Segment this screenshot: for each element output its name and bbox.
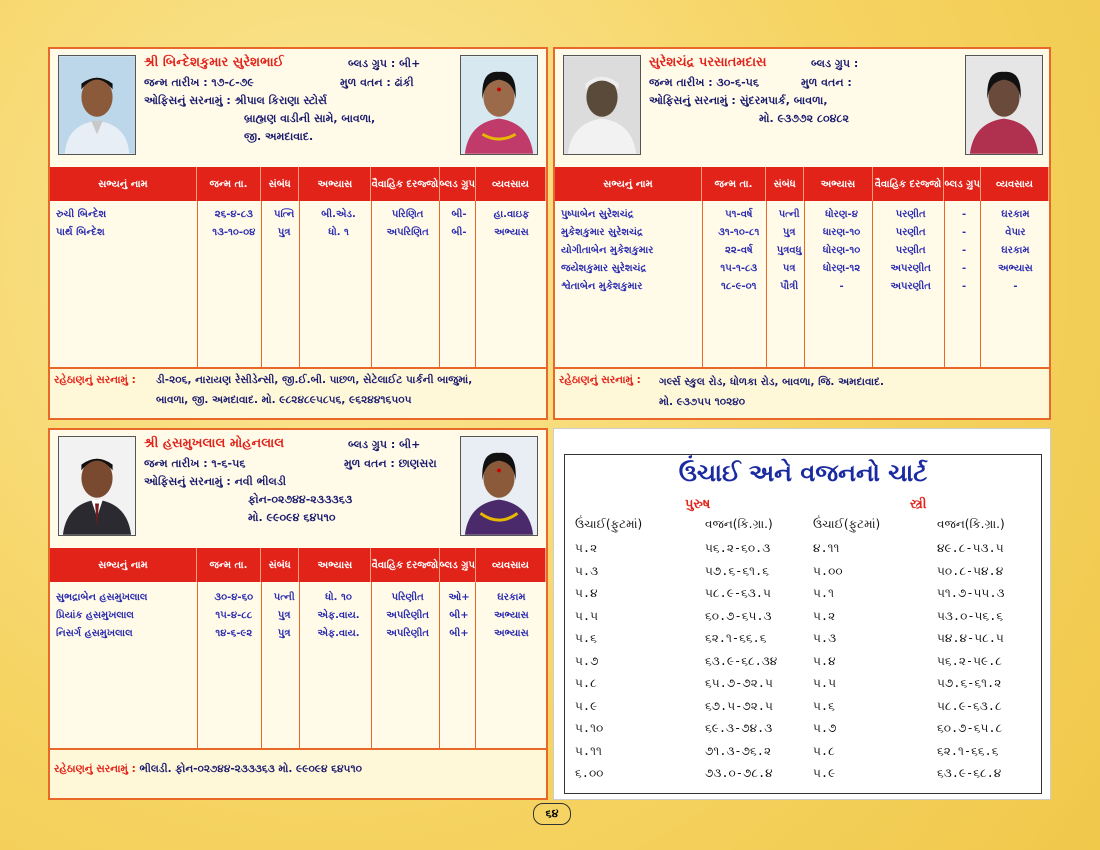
member-photo-female <box>460 436 538 536</box>
cell-blood: - <box>961 280 967 292</box>
female-height-cell: ૫.૨ <box>813 608 836 623</box>
male-weight-header: વજન(કિ.ગ્રા.) <box>705 517 773 531</box>
col-header-relation: સંબંધ <box>261 548 299 582</box>
col-header-marital: વૈવાહિક દરજ્જો <box>873 167 945 201</box>
chart-row <box>575 564 1031 586</box>
cell-marital: પરણીત <box>895 244 926 256</box>
col-header-occupation: વ્યવસાય <box>981 167 1049 201</box>
family-card-2 <box>553 47 1051 420</box>
cell-education: ધારણ-૧૦ <box>822 226 861 238</box>
cell-relation: પુત્ર <box>277 609 291 621</box>
col-header-education: અભ્યાસ <box>299 167 371 201</box>
office-address-line2: મો. ૯૩૭૭૨ ૮૦૪૮૨ <box>759 112 849 125</box>
female-height-cell: ૫.૩ <box>813 631 837 645</box>
female-weight-cell: ૫૮.૯-૬૩.૮ <box>937 698 1002 713</box>
cell-education: એફ.વાય. <box>317 627 360 639</box>
cell-relation: પુત્ર <box>277 627 291 639</box>
female-weight-cell: ૬૦.૭-૬૫.૮ <box>937 721 1003 735</box>
cell-name: શ્વેતાબેન મુકેશકુમાર <box>561 280 643 292</box>
table-row <box>50 624 546 642</box>
cell-occupation: ઘરકામ <box>1001 244 1030 256</box>
cell-education: - <box>839 280 844 292</box>
residence-line1: ડી-૨૦૬, નારાયણ રેસીડેન્સી, જી.ઈ.બી. પાછળ, સેટેલાઈટ પાર્કની બાજુમાં, <box>156 374 473 386</box>
table-row <box>555 277 1049 295</box>
member-photo-female <box>460 55 538 155</box>
col-header-marital: વૈવાહિક દરજ્જો <box>371 167 439 201</box>
male-weight-cell: ૬૨.૧-૬૬.૬ <box>705 631 767 645</box>
female-height-cell: ૪.૧૧ <box>813 541 840 555</box>
cell-blood: બી- <box>451 226 467 238</box>
cell-name: નિસર્ગ હસમુખલાલ <box>56 627 133 639</box>
female-label: સ્ત્રી <box>910 497 927 512</box>
female-height-cell: ૫.૮ <box>813 743 835 758</box>
cell-dob: ૨૬-૪-૮૩ <box>214 208 253 220</box>
male-weight-cell: ૫૬.૨-૬૦.૩ <box>705 541 771 555</box>
member-photo-male <box>58 436 136 536</box>
female-weight-header: વજન(કિ.ગ્રા.) <box>937 517 1005 531</box>
col-header-name: સભ્યનું નામ <box>555 167 702 201</box>
residence-address <box>50 367 546 418</box>
male-weight-cell: ૬૫.૭-૭૨.૫ <box>705 676 773 690</box>
chart-row <box>575 654 1031 676</box>
female-weight-cell: ૬૨.૧-૬૬.૬ <box>937 743 999 758</box>
male-height-cell: ૫.૪ <box>575 586 598 600</box>
male-weight-cell: ૫૭.૬-૬૧.૬ <box>705 563 769 578</box>
col-header-name: સભ્યનું નામ <box>50 167 197 201</box>
table-row <box>555 223 1049 241</box>
head-name: શ્રી બિન્દેશકુમાર સુરેશભાઈ <box>144 55 284 70</box>
col-header-blood: બ્લડ ગ્રુપ <box>944 167 980 201</box>
cell-occupation: ઘરકામ <box>497 591 526 603</box>
card-header <box>555 49 1049 167</box>
birth-date: જન્મ તારીખ : ૧૭-૮-૭૯ <box>144 76 254 89</box>
cell-relation: પત્ર <box>782 262 796 274</box>
col-header-occupation: વ્યવસાય <box>476 167 546 201</box>
table-row <box>555 259 1049 277</box>
female-height-cell: ૫.૬ <box>813 698 835 713</box>
page-number: ૬૪ <box>533 803 571 825</box>
male-height-cell: ૫.૭ <box>575 653 599 668</box>
office-address-line3: જી. અમદાવાદ. <box>244 130 314 143</box>
office-mobile: મો. ૯૯૦૯૪ ૬૪૫૧૦ <box>248 511 336 524</box>
cell-dob: ૫૧-વર્ષ <box>725 208 753 220</box>
blood-group: બ્લડ ગ્રુપ : બી+ <box>348 57 421 70</box>
chart-row <box>575 676 1031 698</box>
col-header-relation: સંબંધ <box>766 167 804 201</box>
cell-name: પુષ્પાબેન સુરેશચંદ્ર <box>561 208 634 220</box>
female-weight-cell: ૪૯.૮-૫૩.૫ <box>937 541 1004 555</box>
male-height-cell: ૫.૩ <box>575 563 599 578</box>
female-height-cell: ૫.૯ <box>813 766 836 780</box>
male-height-cell: ૫.૮ <box>575 676 597 690</box>
member-photo-female <box>965 55 1043 155</box>
office-address-line2: બ્રાહ્મણ વાડીની સામે, બાવળા, <box>244 112 376 125</box>
cell-marital: પરણીત <box>895 226 926 238</box>
table-header <box>555 167 1049 201</box>
table-row <box>50 588 546 606</box>
cell-occupation: હા.વાઇફ <box>493 208 530 220</box>
cell-blood: - <box>961 226 967 238</box>
cell-name: પ્રિયાંક હસમુખલાલ <box>56 609 134 621</box>
chart-title: ઉંચાઈ અને વજનનો ચાર્ટ <box>678 459 928 487</box>
member-photo-male <box>58 55 136 155</box>
col-header-dob: જન્મ તા. <box>702 167 766 201</box>
male-weight-cell: ૫૮.૯-૬૩.૫ <box>705 586 771 600</box>
cell-education: ધોરણ-૪ <box>825 208 858 220</box>
male-weight-cell: ૭૩.૦-૭૮.૪ <box>705 766 773 780</box>
male-height-cell: ૫.૧૦ <box>575 721 604 735</box>
cell-marital: અપરણીત <box>890 280 931 292</box>
male-height-cell: ૫.૫ <box>575 608 598 623</box>
female-height-cell: ૫.૧ <box>813 586 834 600</box>
height-weight-chart-card <box>553 428 1051 800</box>
col-header-name: સભ્યનું નામ <box>50 548 197 582</box>
cell-relation: પત્નિ <box>274 208 295 220</box>
col-header-occupation: વ્યવસાય <box>476 548 546 582</box>
residence-address <box>555 367 1049 418</box>
table-row <box>555 241 1049 259</box>
col-header-dob: જન્મ તા. <box>197 167 261 201</box>
cell-education: બી.એડ. <box>321 208 356 220</box>
col-header-education: અભ્યાસ <box>804 167 872 201</box>
residence-line2: મો. ૯૩૭૫૫ ૧૦૨૪૦ <box>659 396 746 408</box>
cell-marital: અપરણીત <box>890 262 931 274</box>
male-height-cell: ૫.૨ <box>575 541 598 555</box>
cell-occupation: - <box>1013 280 1018 292</box>
cell-relation: પત્ની <box>273 591 295 603</box>
table-body <box>50 201 546 371</box>
female-weight-cell: ૬૩.૯-૬૮.૪ <box>937 766 1002 780</box>
family-table <box>50 548 546 756</box>
col-header-marital: વૈવાહિક દરજ્જો <box>371 548 439 582</box>
table-row <box>50 223 546 241</box>
cell-name: રુચી બિન્દેશ <box>56 208 107 220</box>
cell-occupation: ઘરકામ <box>1001 208 1030 220</box>
chart-row <box>575 766 1031 788</box>
table-header <box>50 548 546 582</box>
table-row <box>555 205 1049 223</box>
cell-relation: પુત્રવધુ <box>776 244 802 256</box>
cell-occupation: અભ્યાસ <box>494 226 529 238</box>
female-weight-cell: ૫૬.૨-૫૯.૮ <box>937 653 1002 668</box>
male-weight-cell: ૬૯.૩-૭૪.૩ <box>705 721 773 735</box>
cell-education: ધો. ૧ <box>328 226 349 238</box>
cell-blood: બી+ <box>449 627 469 639</box>
female-weight-cell: ૫૦.૮-૫૪.૪ <box>937 563 1004 578</box>
male-weight-cell: ૬૦.૭-૬૫.૩ <box>705 608 772 623</box>
birth-date: જન્મ તારીખ : ૧-૬-૫૬ <box>144 457 246 470</box>
cell-blood: બી+ <box>449 609 469 621</box>
family-table <box>50 167 546 371</box>
cell-blood: - <box>961 208 967 220</box>
cell-relation: પૌત્રી <box>780 280 799 292</box>
cell-dob: ૩૧-૧૦-૮૧ <box>718 226 760 238</box>
col-header-blood: બ્લડ ગ્રુપ <box>440 548 476 582</box>
cell-relation: પુત્ર <box>782 226 796 238</box>
cell-name: યોગીતાબેન મુકેશકુમાર <box>561 244 654 256</box>
card-header <box>50 49 546 167</box>
chart-row <box>575 699 1031 721</box>
residence-label: રહેઠાણનું સરનામું : <box>559 374 641 386</box>
cell-dob: ૨૨-વર્ષ <box>724 244 753 256</box>
head-name: સુરેશચંદ્ર પરસાતમદાસ <box>649 55 767 70</box>
head-name: શ્રી હસમુખલાલ મોહનલાલ <box>144 436 285 451</box>
female-weight-cell: ૫૩.૦-૫૬.૬ <box>937 608 1004 623</box>
native-place: મુળ વતન : છાણસરા <box>344 457 437 470</box>
cell-name: જયેશકુમાર સુરેશચંદ્ર <box>561 262 647 274</box>
chart-row <box>575 631 1031 653</box>
office-address-line1: ઓફિસનું સરનામું : શ્રીપાલ કિરાણા સ્ટોર્સ <box>144 94 327 107</box>
female-height-cell: ૫.૫ <box>813 676 836 690</box>
cell-blood: ઓ+ <box>448 591 470 603</box>
table-row <box>50 205 546 223</box>
native-place: મુળ વતન : ઢાંકી <box>340 76 414 89</box>
col-header-relation: સંબંધ <box>261 167 299 201</box>
cell-dob: ૧૫-૧-૮૩ <box>720 262 758 274</box>
chart-row <box>575 609 1031 631</box>
male-weight-cell: ૭૧.૩-૭૬.૨ <box>705 743 771 758</box>
blood-group: બ્લડ ગ્રુપ : બી+ <box>348 438 421 451</box>
col-header-blood: બ્લડ ગ્રુપ <box>440 167 476 201</box>
cell-marital: પરણીત <box>895 208 926 220</box>
cell-blood: - <box>961 244 967 256</box>
cell-blood: બી- <box>451 208 467 220</box>
male-height-header: ઉંચાઈ(ફુટમાં) <box>575 517 643 531</box>
cell-name: મુકેશકુમાર સુરેશચંદ્ર <box>561 226 643 238</box>
office-address-line1: ઓફિસનું સરનામું : નવી ભીલડી <box>144 475 287 488</box>
cell-marital: પરિણિત <box>391 208 424 220</box>
cell-dob: ૧૪-૬-૯૨ <box>215 627 253 639</box>
cell-name: પાર્થ બિન્દેશ <box>56 226 105 238</box>
height-weight-chart <box>564 454 1042 794</box>
table-body <box>555 201 1049 371</box>
native-place: મુળ વતન : <box>801 76 852 89</box>
female-weight-cell: ૫૭.૬-૬૧.૨ <box>937 676 1002 690</box>
cell-dob: ૧૩-૧૦-૦૪ <box>212 226 256 238</box>
cell-education: ધોરણ-૧૨ <box>822 262 861 274</box>
male-weight-cell: ૬૭.૫-૭૨.૫ <box>705 698 773 713</box>
cell-education: એફ.વાય. <box>317 609 360 621</box>
col-header-dob: જન્મ તા. <box>197 548 261 582</box>
residence-label: રહેઠાણનું સરનામું : <box>54 763 136 775</box>
table-row <box>50 606 546 624</box>
cell-blood: - <box>961 262 967 274</box>
table-body <box>50 582 546 756</box>
residence-address <box>50 748 546 798</box>
blood-group: બ્લડ ગ્રુપ : <box>811 57 859 70</box>
cell-name: સુભદ્રાબેન હસમુખલાલ <box>56 591 148 603</box>
residence-label: રહેઠાણનું સરનામું : <box>54 374 136 386</box>
cell-occupation: અભ્યાસ <box>494 627 529 639</box>
male-height-cell: ૫.૧૧ <box>575 743 602 758</box>
birth-date: જન્મ તારીખ : ૩૦-૬-૫૬ <box>649 76 760 89</box>
residence-line1: ગર્લ્સ સ્કુલ રોડ, ધોળકા રોડ, બાવળા, જિ. અમદાવાદ. <box>659 376 884 388</box>
cell-dob: ૩૦-૪-૬૦ <box>214 591 254 603</box>
female-weight-cell: ૫૪.૪-૫૮.૫ <box>937 631 1004 645</box>
cell-marital: અપરિણિત <box>386 226 429 238</box>
male-height-cell: ૬.૦૦ <box>575 766 604 780</box>
cell-marital: પરિણીત <box>391 591 424 603</box>
cell-marital: અપરિણીત <box>386 627 430 639</box>
cell-education: ધો. ૧૦ <box>325 591 352 603</box>
cell-education: ધોરણ-૧૦ <box>822 244 861 256</box>
cell-occupation: અભ્યાસ <box>998 262 1033 274</box>
office-address-line1: ઓફિસનું સરનામું : સુંદરમપાર્ક, બાવળા, <box>649 94 828 107</box>
member-photo-male <box>563 55 641 155</box>
chart-row <box>575 541 1031 563</box>
family-card-3 <box>48 428 548 800</box>
col-header-education: અભ્યાસ <box>299 548 371 582</box>
cell-dob: ૧૮-૯-૦૧ <box>721 280 757 292</box>
cell-dob: ૧૫-૪-૮૮ <box>215 609 253 621</box>
female-height-cell: ૫.૦૦ <box>813 563 843 578</box>
cell-occupation: અભ્યાસ <box>494 609 529 621</box>
cell-occupation: વેપાર <box>1005 226 1026 238</box>
residence-line2: બાવળા, જી. અમદાવાદ. મો. ૯૮૨૪૮૯૫૮૫૬, ૯૬૨૪૪૧૬૫૦૫ <box>156 394 412 406</box>
cell-relation: પુત્ર <box>277 226 291 238</box>
female-height-header: ઉંચાઈ(ફુટમાં) <box>813 517 881 531</box>
cell-marital: અપરિણીત <box>386 609 430 621</box>
chart-row <box>575 586 1031 608</box>
male-height-cell: ૫.૬ <box>575 631 597 645</box>
male-weight-cell: ૬૩.૯-૬૮.૩૪ <box>705 653 778 668</box>
family-card-1 <box>48 47 548 420</box>
female-height-cell: ૫.૪ <box>813 653 836 668</box>
card-header <box>50 430 546 548</box>
office-phone: ફોન-૦૨૭૪૪-૨૩૩૩૬૩ <box>248 493 353 506</box>
cell-relation: પત્ની <box>778 208 800 220</box>
chart-row <box>575 721 1031 743</box>
male-height-cell: ૫.૯ <box>575 698 598 713</box>
chart-row <box>575 744 1031 766</box>
male-label: પુરુષ <box>685 497 711 512</box>
family-table <box>555 167 1049 371</box>
female-height-cell: ૫.૭ <box>813 721 837 735</box>
table-header <box>50 167 546 201</box>
female-weight-cell: ૫૧.૭-૫૫.૩ <box>937 586 1005 600</box>
residence-line1: ભીલડી. ફોન-૦૨૭૪૪-૨૩૩૩૬૩ મો. ૯૯૦૯૪ ૬૪૫૧૦ <box>139 763 362 775</box>
